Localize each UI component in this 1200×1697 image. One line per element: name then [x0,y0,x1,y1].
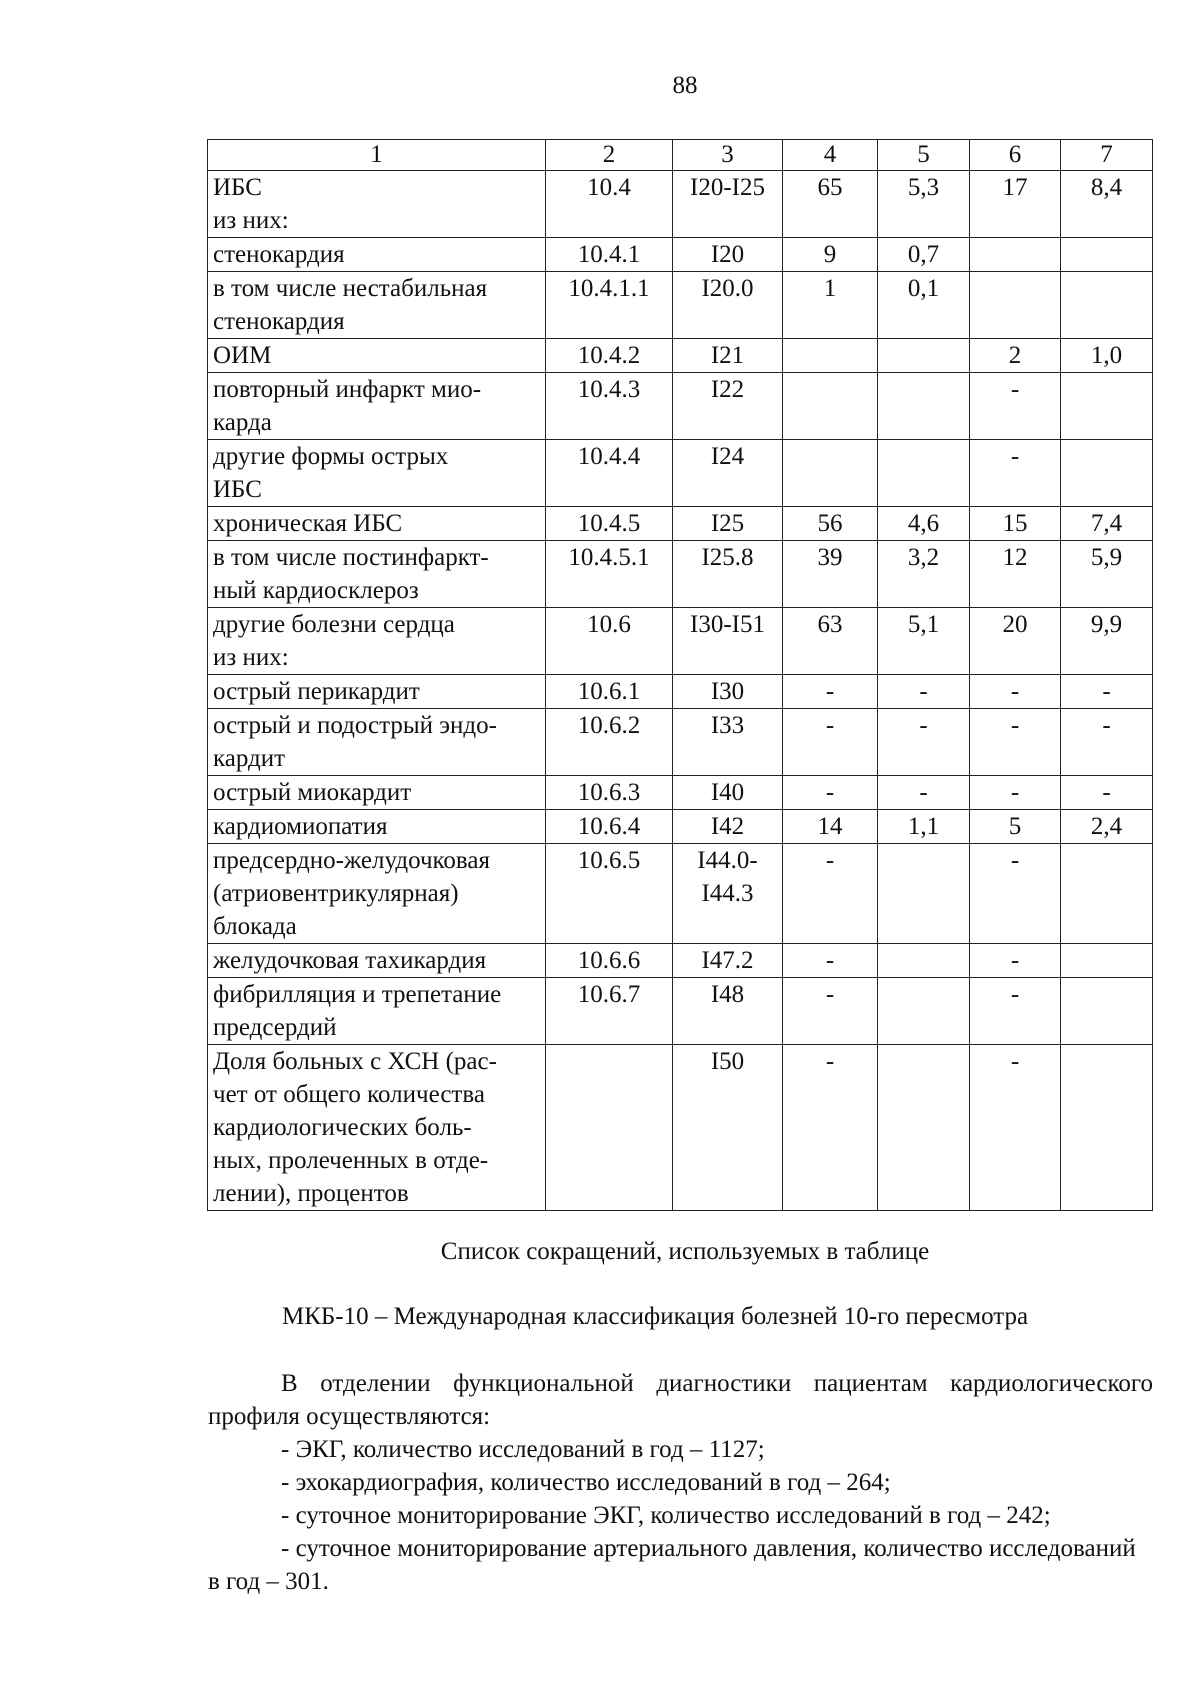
row-label-cell: кардиомиопатия [208,810,546,844]
row-label-cell: другие формы острых ИБС [208,440,546,507]
table-cell: I25 [673,507,783,541]
table-row [208,776,1153,810]
table-row [208,373,1153,440]
table-cell: - [878,776,970,810]
row-label-cell: острый и подострый эндо- кардит [208,709,546,776]
table-row [208,944,1153,978]
table-cell: - [878,709,970,776]
table-cell: 3,2 [878,541,970,608]
table-cell [1061,440,1153,507]
table-cell: - [970,709,1061,776]
table-cell [878,944,970,978]
table-cell [1061,844,1153,944]
row-label-cell: острый перикардит [208,675,546,709]
table-cell: I48 [673,978,783,1045]
table-cell: - [783,709,878,776]
table-cell: 10.6.5 [546,844,673,944]
table-cell [783,339,878,373]
row-label-cell: повторный инфаркт мио- карда [208,373,546,440]
table-cell: - [970,1045,1061,1211]
table-cell [878,1045,970,1211]
table-cell [878,844,970,944]
header-cell: 4 [783,140,878,171]
table-cell: 20 [970,608,1061,675]
table-cell: - [970,844,1061,944]
table-row [208,507,1153,541]
table-cell: 4,6 [878,507,970,541]
table-cell: I44.0- I44.3 [673,844,783,944]
row-label-cell: предсердно-желудочковая (атриовентрикулярная) блокада [208,844,546,944]
table-cell: 10.6.2 [546,709,673,776]
table-cell: I30-I51 [673,608,783,675]
table-cell: 5 [970,810,1061,844]
diagnostics-paragraph [208,1367,1153,1598]
table-cell: 0,7 [878,238,970,272]
table-cell: I22 [673,373,783,440]
table-cell: - [970,944,1061,978]
table-cell: 14 [783,810,878,844]
row-label-cell: в том числе нестабильная стенокардия [208,272,546,339]
statistics-table [207,139,1153,1211]
table-cell: - [783,675,878,709]
table-cell: - [783,944,878,978]
table-row [208,339,1153,373]
table-cell: 9,9 [1061,608,1153,675]
table-cell: I20-I25 [673,171,783,238]
header-cell: 7 [1061,140,1153,171]
table-cell: 10.4.1 [546,238,673,272]
table-cell: - [783,776,878,810]
table-cell: 10.4 [546,171,673,238]
table-cell: 5,3 [878,171,970,238]
header-cell: 1 [208,140,546,171]
table-cell: - [970,373,1061,440]
table-cell [970,272,1061,339]
table-cell: 63 [783,608,878,675]
table-row [208,810,1153,844]
table-cell: I24 [673,440,783,507]
table-cell: I42 [673,810,783,844]
table-cell [1061,1045,1153,1211]
table-row [208,608,1153,675]
table-cell: 7,4 [1061,507,1153,541]
table-row [208,171,1153,238]
table-cell: - [970,440,1061,507]
abbreviations-caption: Список сокращений, используемых в таблице [440,1238,930,1265]
table-cell: I20 [673,238,783,272]
table-cell: I33 [673,709,783,776]
table-cell: 12 [970,541,1061,608]
row-label-cell: Доля больных с ХСН (рас- чет от общего количества кардиологических боль- ных, пролеченных в отде- лении), процентов [208,1045,546,1211]
table-cell [1061,978,1153,1045]
table-cell: 10.4.4 [546,440,673,507]
table-cell: 39 [783,541,878,608]
table-cell: 10.6.7 [546,978,673,1045]
abbreviation-definition: МКБ-10 – Международная классификация болезней 10-го пересмотра [282,1303,1029,1330]
table-cell [878,440,970,507]
table-cell: 17 [970,171,1061,238]
table-cell [783,373,878,440]
table-cell [1061,238,1153,272]
table-cell [878,339,970,373]
table-cell: 9 [783,238,878,272]
table-cell: 65 [783,171,878,238]
list-item: - эхокардиография, количество исследований в год – 264; [281,1469,891,1496]
table-cell: 10.4.2 [546,339,673,373]
table-cell: 10.6.4 [546,810,673,844]
table-cell: 2,4 [1061,810,1153,844]
table-cell: 10.4.5.1 [546,541,673,608]
table-cell: I30 [673,675,783,709]
table-cell: 8,4 [1061,171,1153,238]
table-cell: 5,9 [1061,541,1153,608]
table-cell [1061,373,1153,440]
table-row [208,709,1153,776]
row-label-cell: стенокардия [208,238,546,272]
table-cell: I50 [673,1045,783,1211]
table-cell [1061,944,1153,978]
table-cell: 10.4.1.1 [546,272,673,339]
list-item: - суточное мониторирование артериального давления, количество исследований в год – 301. [208,1535,1136,1595]
row-label-cell: в том числе постинфаркт- ный кардиосклероз [208,541,546,608]
table-cell: - [1061,709,1153,776]
table-cell: 1 [783,272,878,339]
header-cell: 2 [546,140,673,171]
table-cell: I47.2 [673,944,783,978]
table-cell [546,1045,673,1211]
table-cell: - [970,978,1061,1045]
row-label-cell: фибрилляция и трепетание предсердий [208,978,546,1045]
table-header-row [208,140,1153,171]
table-row [208,541,1153,608]
table-cell [1061,272,1153,339]
table-cell: I40 [673,776,783,810]
row-label-cell: острый миокардит [208,776,546,810]
table-row [208,978,1153,1045]
table-row [208,675,1153,709]
row-label-cell: хроническая ИБС [208,507,546,541]
paragraph-lead: В отделении функциональной диагностики пациентам кардиологического профиля осуществляются: [208,1370,1153,1430]
table-cell: 1,1 [878,810,970,844]
list-item: - суточное мониторирование ЭКГ, количество исследований в год – 242; [281,1502,1051,1529]
table-cell: 1,0 [1061,339,1153,373]
table-cell: I20.0 [673,272,783,339]
table-cell: - [970,675,1061,709]
table-cell: - [878,675,970,709]
table-cell: - [1061,776,1153,810]
table-cell: 10.6.6 [546,944,673,978]
table-cell: 10.4.5 [546,507,673,541]
table-cell: - [783,1045,878,1211]
table-cell [783,440,878,507]
table-row [208,1045,1153,1211]
table-cell: 2 [970,339,1061,373]
table-row [208,844,1153,944]
table-cell: 10.6 [546,608,673,675]
table-cell: 5,1 [878,608,970,675]
table-cell: - [1061,675,1153,709]
row-label-cell: ИБС из них: [208,171,546,238]
table-cell [970,238,1061,272]
row-label-cell: ОИМ [208,339,546,373]
table-cell [878,373,970,440]
table-cell [878,978,970,1045]
table-cell: 10.6.1 [546,675,673,709]
table-cell: 0,1 [878,272,970,339]
table-cell: 15 [970,507,1061,541]
header-cell: 6 [970,140,1061,171]
row-label-cell: желудочковая тахикардия [208,944,546,978]
table-cell: 10.6.3 [546,776,673,810]
table-cell: I25.8 [673,541,783,608]
table-row [208,440,1153,507]
table-cell: 56 [783,507,878,541]
page-number: 88 [672,72,698,99]
header-cell: 5 [878,140,970,171]
table-row [208,272,1153,339]
table-body [208,140,1153,1211]
table-cell: 10.4.3 [546,373,673,440]
table-cell: - [783,978,878,1045]
table-row [208,238,1153,272]
table-cell: - [783,844,878,944]
row-label-cell: другие болезни сердца из них: [208,608,546,675]
table-cell: - [970,776,1061,810]
table-cell: I21 [673,339,783,373]
header-cell: 3 [673,140,783,171]
list-item: - ЭКГ, количество исследований в год – 1127; [281,1436,765,1463]
